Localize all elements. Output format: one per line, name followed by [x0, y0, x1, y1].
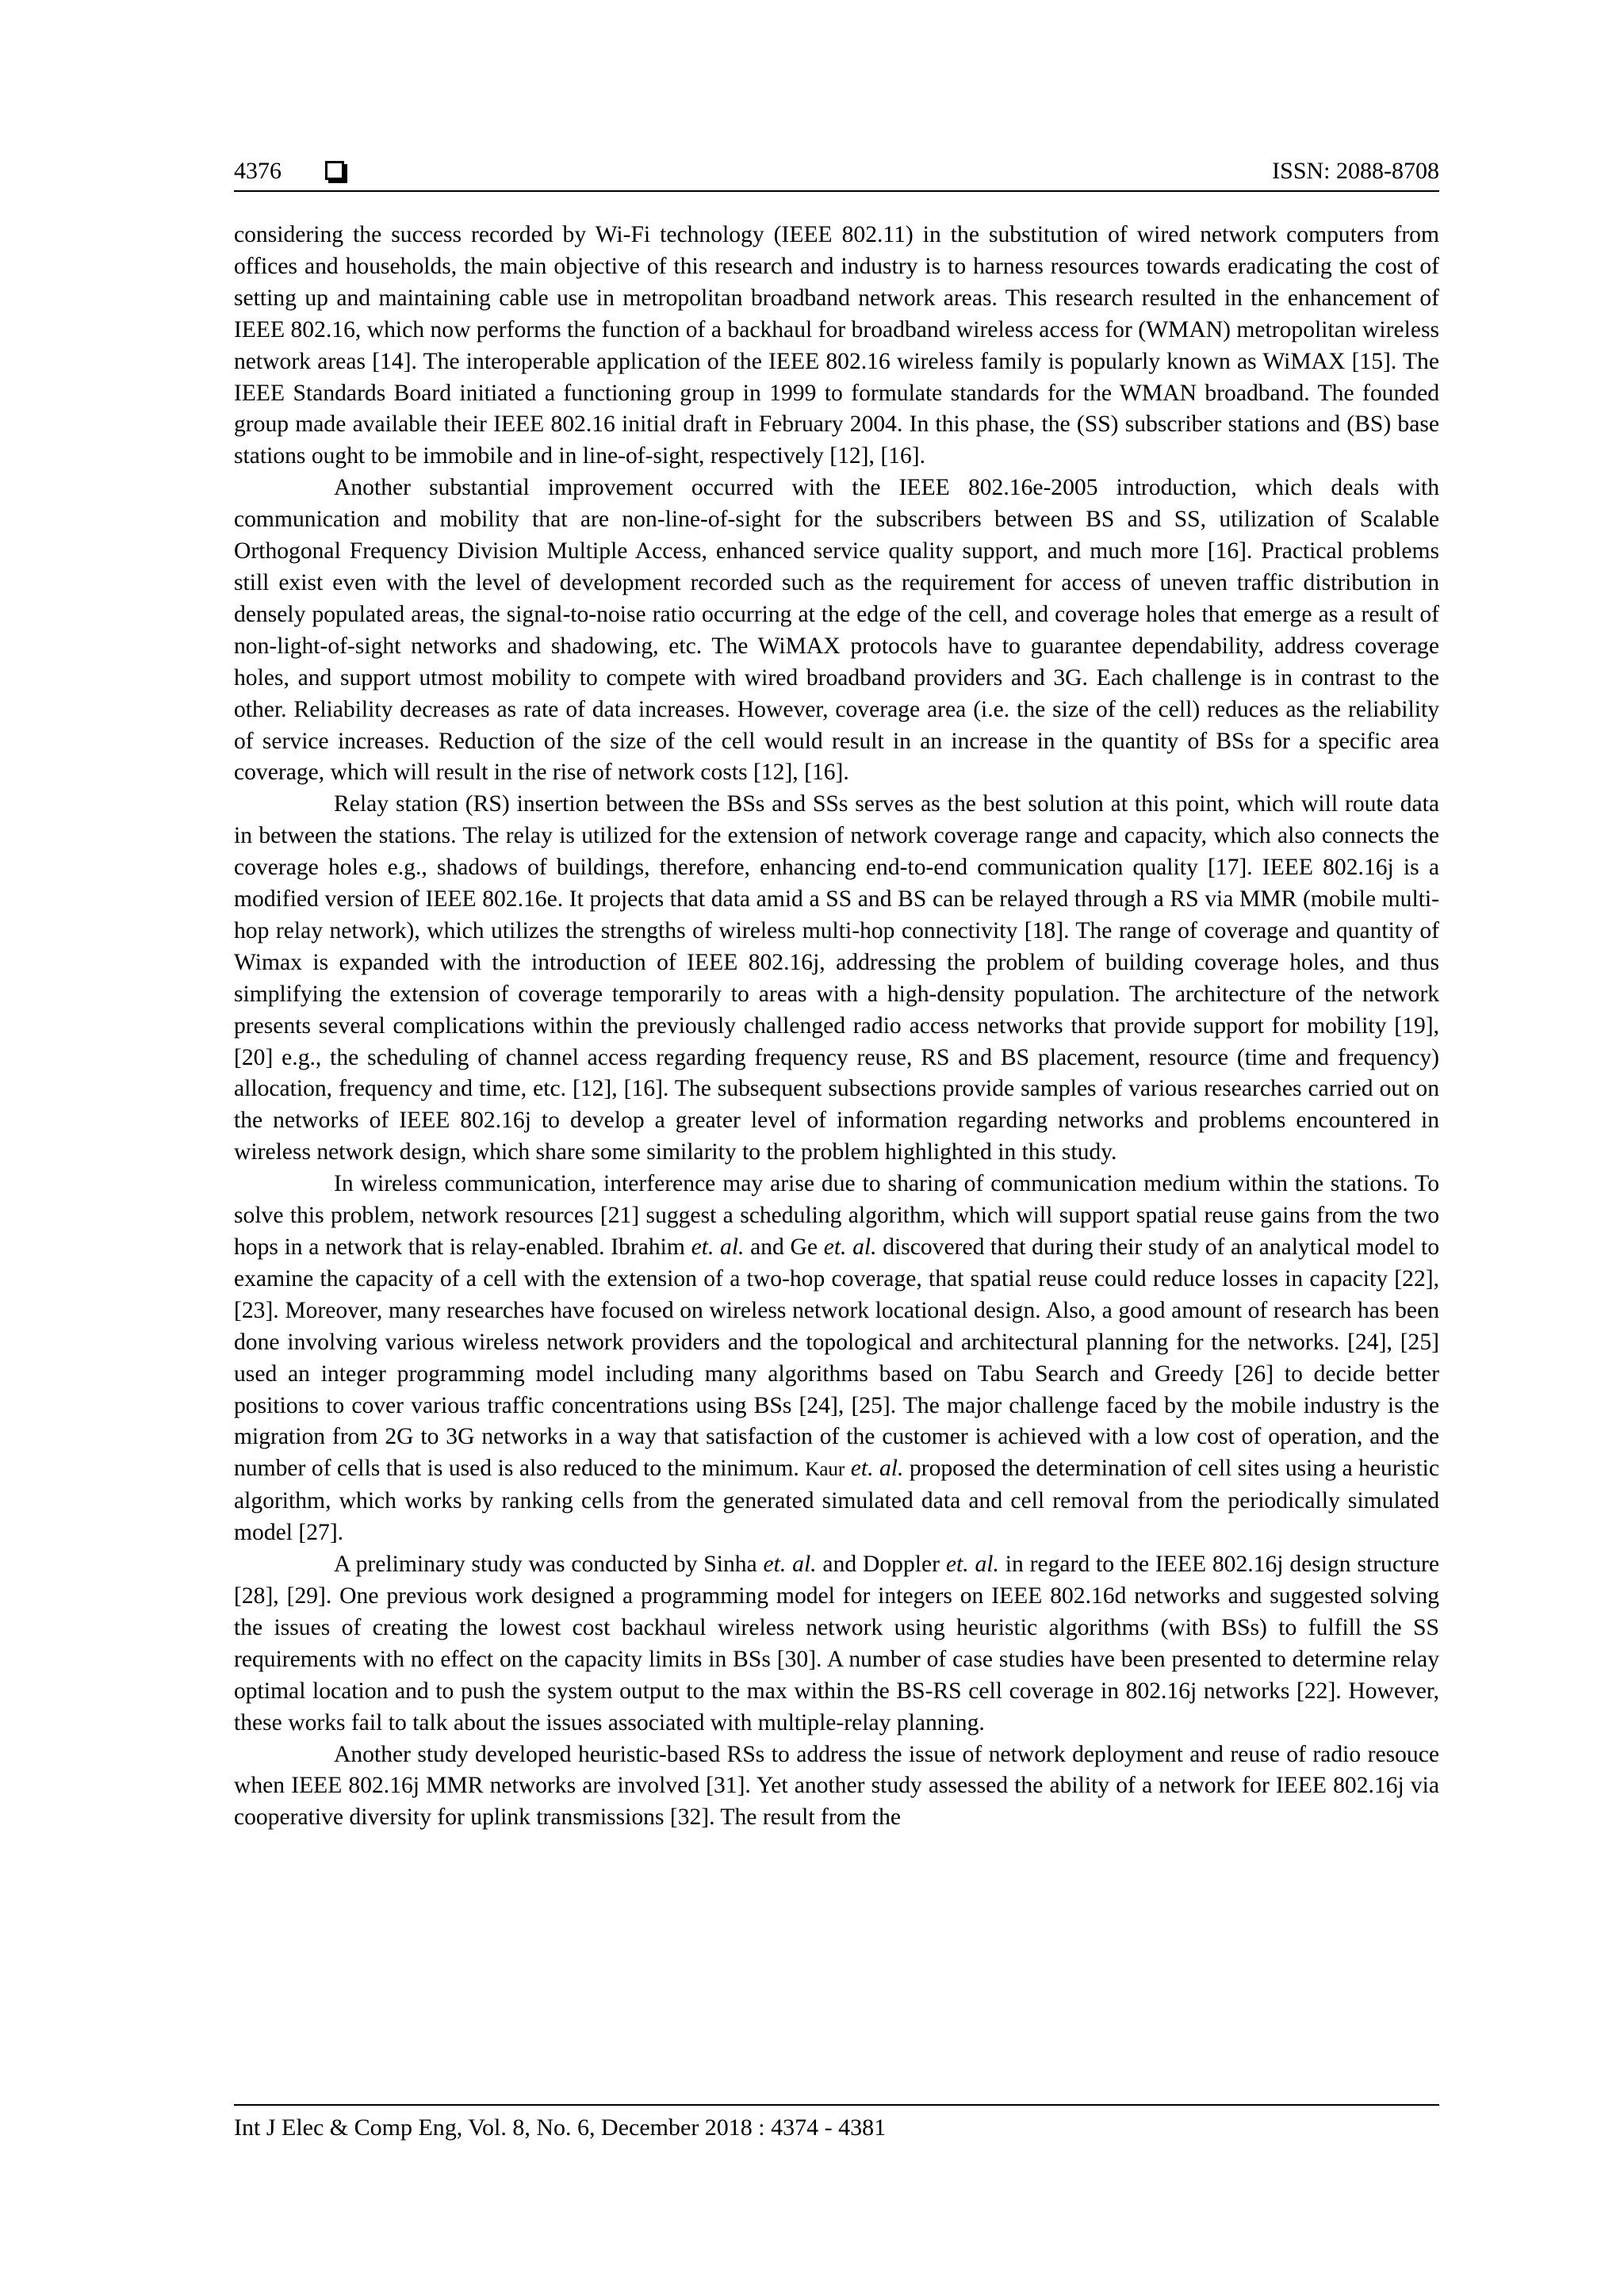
page-footer — [234, 2104, 1439, 2144]
paragraph-4-text-c: discovered that during their study of an analytical model to examine the capacity of a cell with the extension of a two-hop coverage, that spatial reuse could reduce losses in capacity [22], [23]. Moreover, many researches have focused on wireless network locational design. Also, a good amount of research has been done involving various wireless network providers and the topological and architectural planning for the networks. [24], [25] used an integer programming model including many algorithms based on Tabu Search and Greedy [26] to decide better positions to cover various traffic concentrations using BSs [24], [25]. The major challenge faced by the mobile industry is the migration from 2G to 3G networks in a way that satisfaction of the customer is achieved with a low cost of operation, and the number of cells that is used is also reduced to the minimum. — [234, 1234, 1439, 1482]
et-al: et. al. — [763, 1552, 817, 1578]
et-al: et. al. — [823, 1234, 877, 1260]
paragraph-4-text-a: In wireless communication, interference may arise due to sharing of communication medium within the stations. To solve this problem, network resources [21] suggest a scheduling algorithm, which will support spatial reuse gains from the two hops in a network that is relay-enabled. Ibrahim — [234, 1171, 1439, 1260]
article-body — [234, 220, 1439, 1834]
paragraph-5-text-c: in regard to the IEEE 802.16j design structure [28], [29]. One previous work designed a programming model for integers on IEEE 802.16d networks and suggested solving the issues of creating the lowest cost backhaul wireless network using heuristic algorithms (with BSs) to fulfill the SS requirements with no effect on the capacity limits in BSs [30]. A number of case studies have been presented to determine relay optimal location and to push the system output to the max within the BS-RS cell coverage in 802.16j networks [22]. However, these works fail to talk about the issues associated with multiple-relay planning. — [234, 1552, 1439, 1735]
square-bullet-icon — [325, 161, 344, 180]
paragraph-2: Another substantial improvement occurred with the IEEE 802.16e-2005 introduction, which deals with communication and mobility that are non-line-of-sight for the subscribers between BS and SS, utilization of Scalable Orthogonal Frequency Division Multiple Access, enhanced service quality support, and much more [16]. Practical problems still exist even with the level of development recorded such as the requirement for access of uneven traffic distribution in densely populated areas, the signal-to-noise ratio occurring at the edge of the cell, and coverage holes that emerge as a result of non-light-of-sight networks and shadowing, etc. The WiMAX protocols have to guarantee dependability, address coverage holes, and support utmost mobility to compete with wired broadband providers and 3G. Each challenge is in contrast to the other. Reliability decreases as rate of data increases. However, coverage area (i.e. the size of the cell) reduces as the reliability of service increases. Reduction of the size of the cell would result in an increase in the quantity of BSs for a specific area coverage, which will result in the rise of network costs [12], [16]. — [234, 475, 1439, 786]
et-al: et. al. — [691, 1234, 745, 1260]
paragraph-4-text-b: and Ge — [744, 1234, 824, 1260]
et-al: et. al. — [850, 1456, 904, 1482]
paragraph-4 — [234, 1169, 1439, 1549]
paragraph-1: considering the success recorded by Wi-Fi technology (IEEE 802.11) in the substitution of wired network computers from offices and households, the main objective of this research and industry is to harness resources towards eradicating the cost of setting up and maintaining cable use in metropolitan broadband network areas. This research resulted in the enhancement of IEEE 802.16, which now performs the function of a backhaul for broadband wireless access for (WMAN) metropolitan wireless network areas [14]. The interoperable application of the IEEE 802.16 wireless family is popularly known as WiMAX [15]. The IEEE Standards Board initiated a functioning group in 1999 to formulate standards for the WMAN broadband. The founded group made available their IEEE 802.16 initial draft in February 2004. In this phase, the (SS) subscriber stations and (BS) base stations ought to be immobile and in line-of-sight, respectively [12], [16]. — [234, 222, 1439, 469]
paragraph-3: Relay station (RS) insertion between the BSs and SSs serves as the best solution at this point, which will route data in between the stations. The relay is utilized for the extension of network coverage range and capacity, which also connects the coverage holes e.g., shadows of buildings, therefore, enhancing end-to-end communication quality [17]. IEEE 802.16j is a modified version of IEEE 802.16e. It projects that data amid a SS and BS can be relayed through a RS via MMR (mobile multi-hop relay network), which utilizes the strengths of wireless multi-hop connectivity [18]. The range of coverage and quantity of Wimax is expanded with the introduction of IEEE 802.16j, addressing the problem of building coverage holes, and thus simplifying the extension of coverage temporarily to areas with a high-density population. The architecture of the network presents several complications within the previously challenged radio access networks that provide support for mobility [19], [20] e.g., the scheduling of channel access regarding frequency reuse, RS and BS placement, resource (time and frequency) allocation, frequency and time, etc. [12], [16]. The subsequent subsections provide samples of various researches carried out on the networks of IEEE 802.16j to develop a greater level of information regarding networks and problems encountered in wireless network design, which share some similarity to the problem highlighted in this study. — [234, 791, 1439, 1165]
paragraph-5-text-b: and Doppler — [816, 1552, 946, 1578]
paragraph-6: Another study developed heuristic-based RSs to address the issue of network deployment and reuse of radio resouce when IEEE 802.16j MMR networks are involved [31]. Yet another study assessed the ability of a network for IEEE 802.16j via cooperative diversity for uplink transmissions [32]. The result from the — [234, 1741, 1439, 1831]
et-al: et. al. — [945, 1552, 999, 1578]
journal-citation: Int J Elec & Comp Eng, Vol. 8, No. 6, December 2018 : 4374 - 4381 — [234, 2114, 887, 2141]
author-name-kaur: Kaur — [805, 1459, 845, 1481]
page-number: 4376 — [234, 158, 282, 184]
paragraph-4-text-d: proposed the determination of cell sites using a heuristic algorithm, which works by ranking cells from the generated simulated data and cell removal from the periodically simulated model [27]. — [234, 1456, 1440, 1546]
issn: ISSN: 2088-8708 — [1272, 158, 1439, 184]
paragraph-5 — [234, 1549, 1439, 1739]
paragraph-5-text-a: A preliminary study was conducted by Sinha — [334, 1552, 764, 1578]
page-header — [234, 155, 1439, 192]
